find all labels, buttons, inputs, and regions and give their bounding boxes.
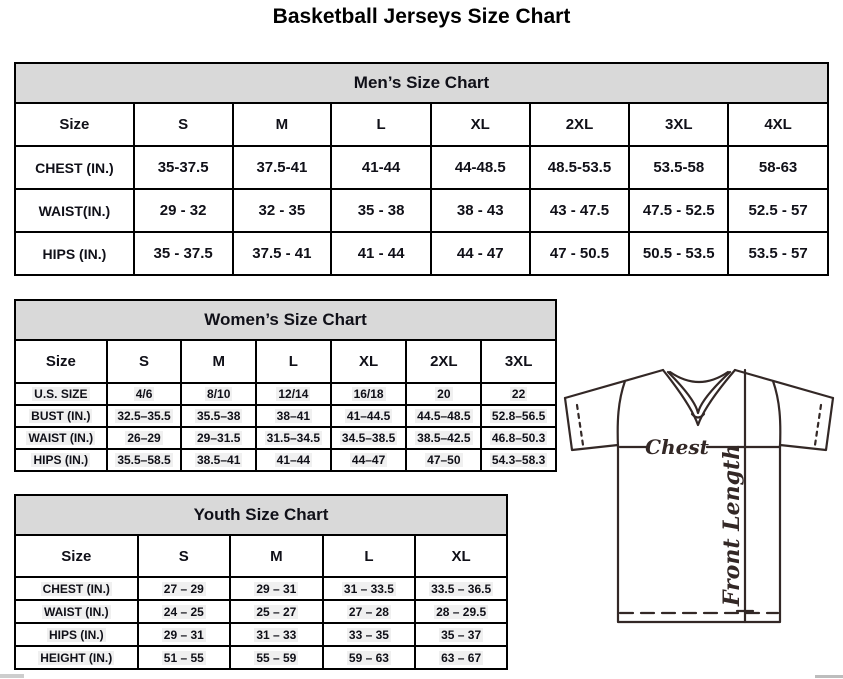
- column-header: 3XL: [629, 103, 728, 146]
- size-value: 54.3–58.3: [491, 453, 546, 467]
- jersey-armhole-seam: [773, 381, 780, 447]
- jersey-cuff-dashes: [815, 405, 821, 445]
- size-value: 26–29: [127, 431, 161, 445]
- size-value-cell: [256, 383, 331, 405]
- row-label: [15, 600, 138, 623]
- size-value-cell: [134, 189, 233, 232]
- column-header: XL: [331, 340, 407, 383]
- women-size-table: [14, 299, 557, 472]
- row-label-text: CHEST (IN.): [35, 159, 114, 176]
- row-label: [15, 189, 134, 232]
- size-value: 34.5–38.5: [341, 431, 396, 445]
- size-value-cell: [415, 577, 507, 600]
- size-value: 44.5–48.5: [417, 409, 471, 423]
- jersey-cuff-dashes: [577, 405, 583, 445]
- size-value: 25 – 27: [256, 604, 297, 619]
- size-value-cell: [530, 189, 630, 232]
- row-label-text: CHEST (IN.): [42, 581, 110, 596]
- column-header: 2XL: [406, 340, 481, 383]
- jersey-body: [618, 445, 780, 622]
- size-value-cell: [181, 449, 256, 471]
- size-value-cell: [530, 146, 630, 189]
- size-value: 52.8–56.5: [491, 409, 546, 423]
- size-value: 43 - 47.5: [549, 202, 610, 219]
- scrollbar-fragment-left[interactable]: [0, 674, 24, 678]
- size-value: 12/14: [278, 387, 309, 401]
- size-value: 38 - 43: [456, 202, 504, 219]
- jersey-collar: [668, 372, 730, 413]
- size-value: 24 – 25: [163, 604, 204, 619]
- size-value: 35 - 37.5: [153, 245, 213, 262]
- row-label-text: U.S. SIZE: [34, 387, 88, 401]
- size-value: 22: [511, 387, 526, 401]
- row-label-text: BUST (IN.): [31, 409, 91, 423]
- row-label-text: HIPS (IN.): [48, 627, 104, 642]
- row-label: [15, 577, 138, 600]
- size-value-cell: [530, 232, 630, 275]
- column-header: M: [181, 340, 256, 383]
- size-value-cell: [107, 449, 182, 471]
- size-value-cell: [331, 383, 407, 405]
- size-value: 51 – 55: [163, 650, 204, 665]
- jersey-measurement-diagram: [555, 355, 843, 679]
- size-value: 55 – 59: [256, 650, 297, 665]
- size-value-cell: [415, 646, 507, 669]
- size-value-cell: [331, 405, 407, 427]
- size-value-cell: [481, 405, 556, 427]
- size-value: 41–44.5: [346, 409, 391, 423]
- men-chart-title: Men’s Size Chart: [15, 63, 828, 103]
- size-value: 29 – 31: [256, 581, 297, 596]
- size-value-cell: [406, 449, 481, 471]
- size-value: 41–44: [276, 453, 311, 467]
- size-value: 33.5 – 36.5: [431, 581, 492, 596]
- size-value-cell: [406, 427, 481, 449]
- size-value-cell: [331, 189, 431, 232]
- size-value-cell: [233, 146, 332, 189]
- size-value-cell: [323, 600, 416, 623]
- size-value: 27 – 29: [163, 581, 204, 596]
- size-value-cell: [256, 449, 331, 471]
- jersey-armhole-seam: [618, 381, 625, 447]
- size-value: 35 – 37: [441, 627, 482, 642]
- size-value-cell: [138, 600, 231, 623]
- size-value: 28 – 29.5: [436, 604, 487, 619]
- column-header: S: [138, 535, 231, 577]
- size-value: 52.5 - 57: [748, 202, 808, 219]
- size-value-cell: [481, 427, 556, 449]
- size-value-cell: [331, 146, 431, 189]
- size-value-cell: [629, 146, 728, 189]
- size-value: 63 – 67: [441, 650, 482, 665]
- jersey-left-sleeve: [565, 398, 618, 450]
- size-value: 47 - 50.5: [549, 245, 610, 262]
- size-value-cell: [138, 646, 231, 669]
- size-value: 31.5–34.5: [266, 431, 321, 445]
- chest-label: Chest: [645, 435, 709, 459]
- size-value-cell: [728, 189, 828, 232]
- row-label: [15, 383, 107, 405]
- size-value: 31 – 33.5: [343, 581, 394, 596]
- size-value: 20: [437, 387, 451, 401]
- size-value-cell: [107, 427, 182, 449]
- row-label-text: HEIGHT (IN.): [40, 650, 113, 665]
- size-value: 32.5–35.5: [117, 409, 171, 423]
- column-header: XL: [415, 535, 507, 577]
- size-value-cell: [331, 232, 431, 275]
- youth-size-table: [14, 494, 508, 670]
- row-label-text: WAIST (IN.): [43, 604, 109, 619]
- size-value-cell: [431, 189, 530, 232]
- size-value: 31 – 33: [256, 627, 297, 642]
- jersey-collar: [670, 372, 728, 382]
- size-value-cell: [481, 449, 556, 471]
- size-value-cell: [230, 600, 323, 623]
- size-value-cell: [728, 232, 828, 275]
- size-value: 53.5 - 57: [748, 245, 808, 262]
- size-value: 37.5-41: [256, 159, 308, 176]
- size-value: 38–41: [276, 409, 311, 423]
- size-value: 46.8–50.3: [491, 431, 546, 445]
- size-value: 35-37.5: [157, 159, 209, 176]
- column-header: Size: [15, 340, 107, 383]
- size-value-cell: [230, 646, 323, 669]
- column-header: Size: [15, 535, 138, 577]
- column-header: L: [256, 340, 331, 383]
- scrollbar-fragment-right[interactable]: [815, 675, 843, 678]
- jersey-right-sleeve: [780, 398, 833, 450]
- column-header: M: [233, 103, 332, 146]
- size-value-cell: [629, 232, 728, 275]
- size-value: 38.5–41: [197, 453, 241, 467]
- column-header: XL: [431, 103, 530, 146]
- column-header: 3XL: [481, 340, 556, 383]
- men-size-table: [14, 62, 829, 276]
- size-value-cell: [107, 405, 182, 427]
- size-value-cell: [415, 623, 507, 646]
- size-value-cell: [431, 146, 530, 189]
- size-value: 27 – 28: [348, 604, 389, 619]
- size-value: 38.5–42.5: [417, 431, 471, 445]
- jersey-outline: [565, 370, 663, 398]
- size-value: 37.5 - 41: [252, 245, 312, 262]
- size-value: 44 - 47: [456, 245, 504, 262]
- size-value-cell: [728, 146, 828, 189]
- size-value: 48.5-53.5: [547, 159, 612, 176]
- row-label: [15, 427, 107, 449]
- size-value-cell: [134, 232, 233, 275]
- size-value: 8/10: [207, 387, 231, 401]
- size-value-cell: [323, 623, 416, 646]
- youth-size-chart: [14, 494, 508, 670]
- size-value-cell: [181, 383, 256, 405]
- size-value: 41 - 44: [357, 245, 405, 262]
- size-value: 32 - 35: [258, 202, 306, 219]
- column-header: L: [323, 535, 416, 577]
- size-value-cell: [138, 577, 231, 600]
- size-value: 29 – 31: [163, 627, 204, 642]
- size-value-cell: [406, 383, 481, 405]
- size-value: 4/6: [135, 387, 153, 401]
- row-label-text: HIPS (IN.): [42, 245, 107, 262]
- row-label-text: WAIST (IN.): [28, 431, 94, 445]
- size-value: 47.5 - 52.5: [642, 202, 715, 219]
- size-value-cell: [134, 146, 233, 189]
- size-value-cell: [323, 646, 416, 669]
- size-value: 33 – 35: [348, 627, 389, 642]
- size-value: 44–47: [351, 453, 386, 467]
- column-header: M: [230, 535, 323, 577]
- size-value: 50.5 - 53.5: [642, 245, 715, 262]
- row-label: [15, 146, 134, 189]
- size-value-cell: [181, 405, 256, 427]
- row-label: [15, 646, 138, 669]
- row-label-text: WAIST(IN.): [38, 202, 111, 219]
- size-value-cell: [481, 383, 556, 405]
- size-value: 44-48.5: [454, 159, 506, 176]
- column-header: Size: [15, 103, 134, 146]
- size-value: 35 - 38: [357, 202, 405, 219]
- column-header: S: [107, 340, 182, 383]
- size-value-cell: [331, 427, 407, 449]
- page-title: Basketball Jerseys Size Chart: [272, 5, 571, 28]
- size-value-cell: [406, 405, 481, 427]
- jersey-outline: [735, 370, 833, 398]
- row-label: [15, 623, 138, 646]
- womens-size-chart: [14, 299, 557, 472]
- size-value: 58-63: [758, 159, 798, 176]
- size-value: 29 - 32: [159, 202, 207, 219]
- mens-size-chart: [14, 62, 829, 276]
- row-label-text: HIPS (IN.): [33, 453, 89, 467]
- size-value: 35.5–58.5: [117, 453, 171, 467]
- row-label: [15, 405, 107, 427]
- women-chart-title: Women’s Size Chart: [15, 300, 556, 340]
- row-label: [15, 232, 134, 275]
- size-value-cell: [230, 577, 323, 600]
- size-value-cell: [331, 449, 407, 471]
- row-label: [15, 449, 107, 471]
- size-value-cell: [230, 623, 323, 646]
- jersey-collar: [692, 414, 704, 418]
- size-value-cell: [323, 577, 416, 600]
- size-value: 53.5-58: [653, 159, 705, 176]
- size-value-cell: [107, 383, 182, 405]
- size-value-cell: [431, 232, 530, 275]
- column-header: 2XL: [530, 103, 630, 146]
- size-value-cell: [138, 623, 231, 646]
- size-value: 59 – 63: [348, 650, 389, 665]
- size-value: 16/18: [353, 387, 384, 401]
- size-value: 47–50: [427, 453, 461, 467]
- size-value-cell: [181, 427, 256, 449]
- youth-chart-title: Youth Size Chart: [15, 495, 507, 535]
- size-value-cell: [256, 405, 331, 427]
- size-value-cell: [233, 232, 332, 275]
- column-header: L: [331, 103, 431, 146]
- size-value-cell: [233, 189, 332, 232]
- column-header: 4XL: [728, 103, 828, 146]
- size-value-cell: [256, 427, 331, 449]
- size-value: 41-44: [361, 159, 401, 176]
- size-value: 35.5–38: [197, 409, 241, 423]
- size-value-cell: [415, 600, 507, 623]
- size-value: 29–31.5: [197, 431, 241, 445]
- column-header: S: [134, 103, 233, 146]
- front-length-label: Front Length: [719, 443, 745, 607]
- size-value-cell: [629, 189, 728, 232]
